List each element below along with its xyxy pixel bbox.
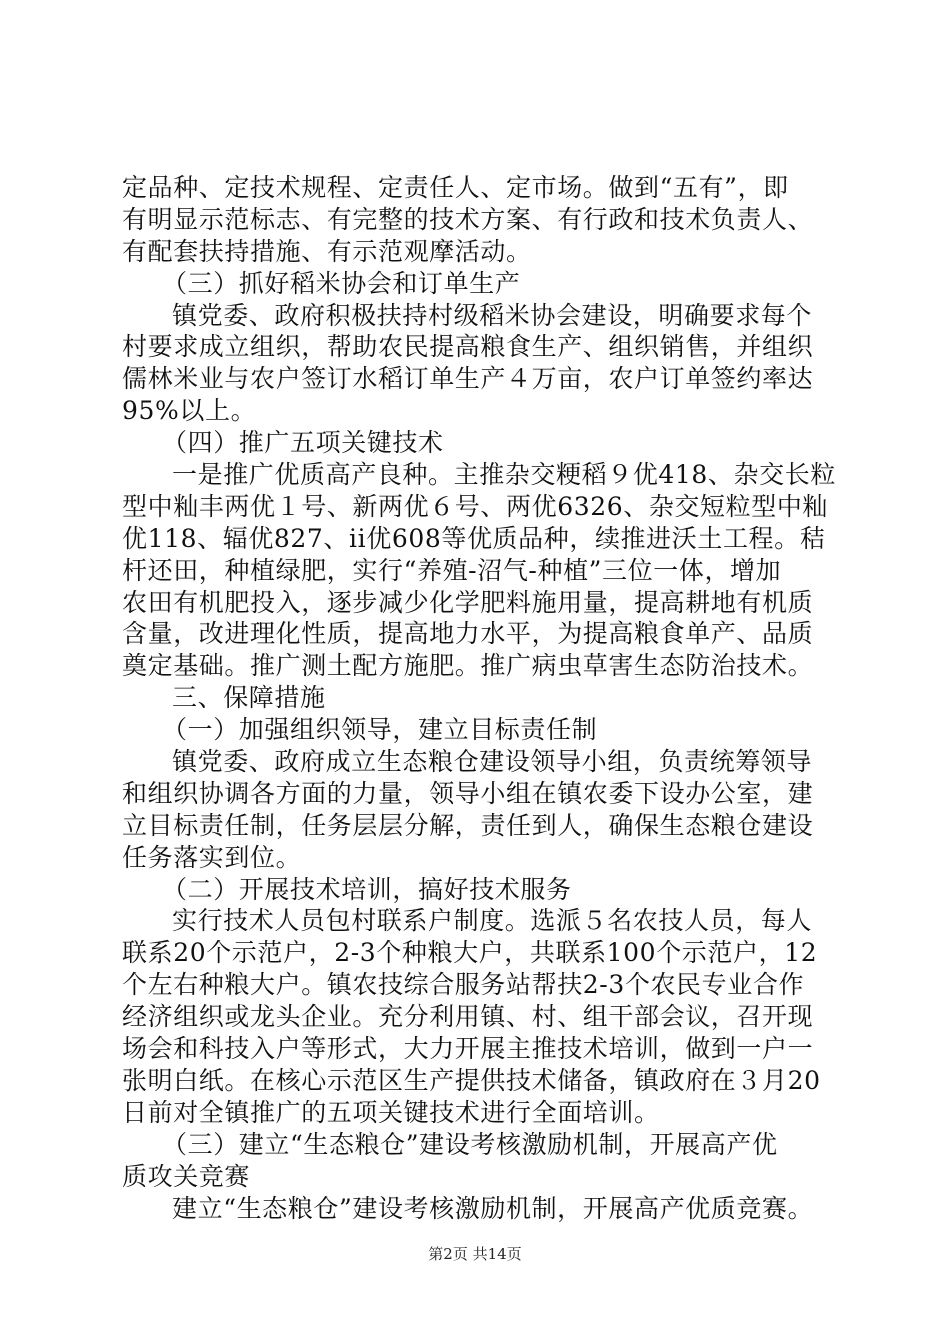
text-line: 三、保障措施 xyxy=(172,683,326,713)
text-line: 含量，改进理化性质，提高地力水平，为提高粮食单产、品质 xyxy=(122,619,814,649)
text-line: 和组织协调各方面的力量，领导小组在镇农委下设办公室，建 xyxy=(122,778,814,808)
text-line: 日前对全镇推广的五项关键技术进行全面培训。 xyxy=(122,1097,660,1127)
text-line: 立目标责任制，任务层层分解，责任到人，确保生态粮仓建设 xyxy=(122,810,814,840)
text-line: 农田有机肥投入，逐步减少化学肥料施用量，提高耕地有机质 xyxy=(122,587,814,617)
text-line: 张明白纸。在核心示范区生产提供技术储备，镇政府在３月20 xyxy=(122,1065,821,1095)
text-line: 镇党委、政府积极扶持村级稻米协会建设，明确要求每个 xyxy=(172,300,813,330)
text-line: 儒林米业与农户签订水稻订单生产４万亩，农户订单签约率达 xyxy=(122,364,814,394)
text-line: 杆还田，种植绿肥，实行“养殖-沼气-种植”三位一体，增加 xyxy=(122,555,782,585)
document-body xyxy=(122,172,834,1224)
text-line: 一是推广优质高产良种。主推杂交粳稻９优418、杂交长粒 xyxy=(172,460,836,490)
page-footer: 第2页 共14页 xyxy=(428,1245,522,1263)
text-line: 个左右种粮大户。镇农技综合服务站帮扶2-3个农民专业合作 xyxy=(122,970,805,1000)
text-line: 场会和科技入户等形式，大力开展主推技术培训，做到一户一 xyxy=(122,1034,814,1064)
text-line: 建立“生态粮仓”建设考核激励机制，开展高产优质竞赛。 xyxy=(172,1193,814,1223)
text-line: （二）开展技术培训，搞好技术服务 xyxy=(162,874,572,904)
text-line: 型中籼丰两优１号、新两优６号、两优6326、杂交短粒型中籼 xyxy=(122,491,829,521)
text-line: 镇党委、政府成立生态粮仓建设领导小组，负责统筹领导 xyxy=(172,747,813,777)
text-line: 联系20个示范户，2-3个种粮大户，共联系100个示范户，12 xyxy=(122,938,818,968)
text-line: 95%以上。 xyxy=(122,396,257,426)
text-line: （三）建立“生态粮仓”建设考核激励机制，开展高产优 xyxy=(162,1129,778,1159)
text-line: 奠定基础。推广测土配方施肥。推广病虫草害生态防治技术。 xyxy=(122,651,814,681)
text-line: （三）抓好稻米协会和订单生产 xyxy=(162,268,521,298)
text-line: 质攻关竞赛 xyxy=(122,1161,251,1191)
text-line: （四）推广五项关键技术 xyxy=(162,428,444,458)
text-line: （一）加强组织领导，建立目标责任制 xyxy=(162,715,598,745)
text-line: 优118、辐优827、ii优608等优质品种，续推进沃土工程。秸 xyxy=(122,523,826,553)
text-line: 有配套扶持措施、有示范观摩活动。 xyxy=(122,236,532,266)
text-line: 定品种、定技术规程、定责任人、定市场。做到“五有”，即 xyxy=(122,173,789,202)
text-line: 村要求成立组织，帮助农民提高粮食生产、组织销售，并组织 xyxy=(122,332,814,362)
text-line: 经济组织或龙头企业。充分利用镇、村、组干部会议，召开现 xyxy=(122,1002,814,1032)
text-line: 任务落实到位。 xyxy=(122,842,302,872)
text-line: 实行技术人员包村联系户制度。选派５名农技人员，每人 xyxy=(172,906,813,936)
text-line: 有明显示范标志、有完整的技术方案、有行政和技术负责人、 xyxy=(122,204,814,234)
